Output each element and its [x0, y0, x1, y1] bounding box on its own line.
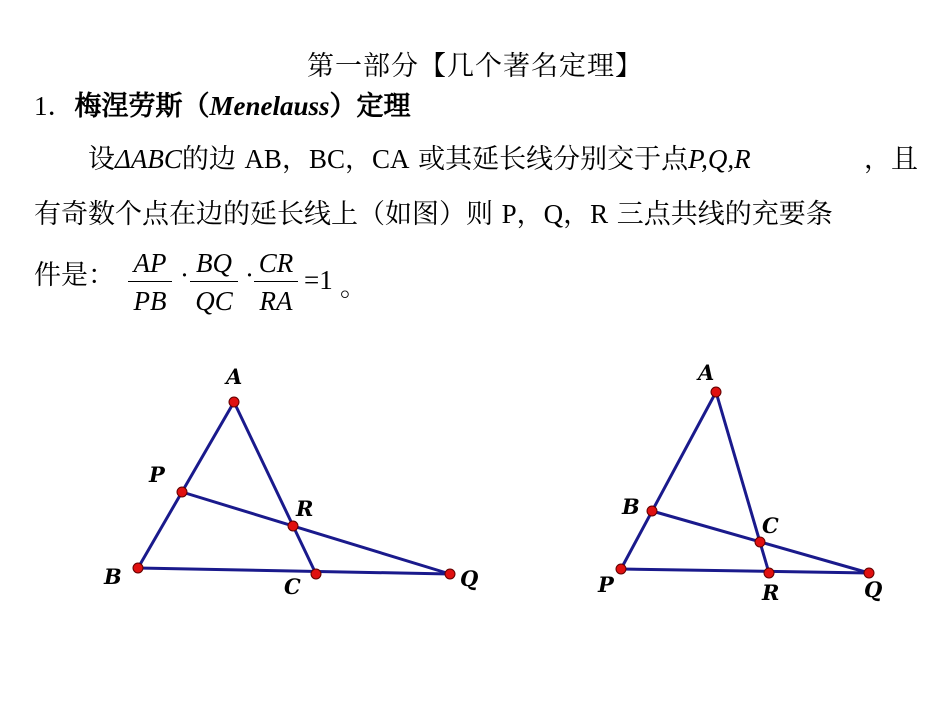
label-p: P [149, 462, 165, 487]
figure-2-points [616, 387, 874, 578]
label-b: B [104, 564, 122, 589]
label-a: A [226, 364, 243, 389]
text-segment: 设 [88, 144, 115, 175]
point-r [764, 568, 774, 578]
page-title: 第一部分【几个著名定理】 [307, 51, 643, 82]
point-a [229, 397, 239, 407]
text-segment: 或其延长线分别交于点 [418, 144, 689, 175]
denominator: PB [133, 286, 167, 316]
point-q [445, 569, 455, 579]
point-p [616, 564, 626, 574]
label-r: R [296, 496, 314, 521]
period: 。 [340, 272, 367, 302]
text-segment: ，且 [864, 144, 918, 175]
label-q: Q [864, 577, 883, 602]
text-segment: 三点共线的充要条 [616, 199, 833, 230]
label-r: R [762, 580, 780, 605]
label-a: A [698, 360, 715, 385]
text-segment: 有奇数个点在边的延长线上（如图）则 [34, 199, 493, 230]
figure-1-points [133, 397, 455, 579]
theorem-latin-name: Menelauss [209, 91, 330, 121]
point-c [755, 537, 765, 547]
numerator: AP [133, 248, 167, 278]
figure-2-lines [621, 392, 869, 573]
label-q: Q [460, 566, 479, 591]
figure-2 [597, 360, 882, 605]
numerator: CR [258, 248, 294, 278]
label-c: C [762, 513, 779, 538]
denominator: QC [195, 286, 233, 316]
points-list: P,Q,R [688, 144, 751, 174]
point-p [177, 487, 187, 497]
point-a [711, 387, 721, 397]
label-p: P [598, 572, 614, 597]
sides-list: AB，BC，CA [244, 144, 410, 174]
segment-a-p [621, 392, 716, 569]
figure-1 [103, 364, 478, 599]
text-segment: 的边 [181, 144, 236, 175]
theorem-suffix: ）定理 [329, 91, 411, 122]
segment-p-q [182, 492, 450, 574]
segment-p-q [621, 569, 869, 573]
denominator: RA [259, 286, 293, 316]
segment-a-c [234, 402, 316, 574]
equals-one: =1 [304, 265, 333, 295]
numerator: BQ [196, 248, 232, 278]
label-c: C [284, 574, 301, 599]
theorem-number: 1． [34, 91, 75, 121]
point-b [133, 563, 143, 573]
multiply-dot: · [180, 260, 189, 290]
statement-line-3: 件是： [34, 260, 115, 291]
point-r [288, 521, 298, 531]
points-list: P，Q，R [501, 199, 609, 229]
multiply-dot: · [245, 260, 254, 290]
point-b [647, 506, 657, 516]
theorem-name: 梅涅劳斯（ [74, 91, 210, 122]
point-c [311, 569, 321, 579]
triangle-symbol: ΔABC [115, 144, 182, 174]
label-b: B [622, 494, 640, 519]
